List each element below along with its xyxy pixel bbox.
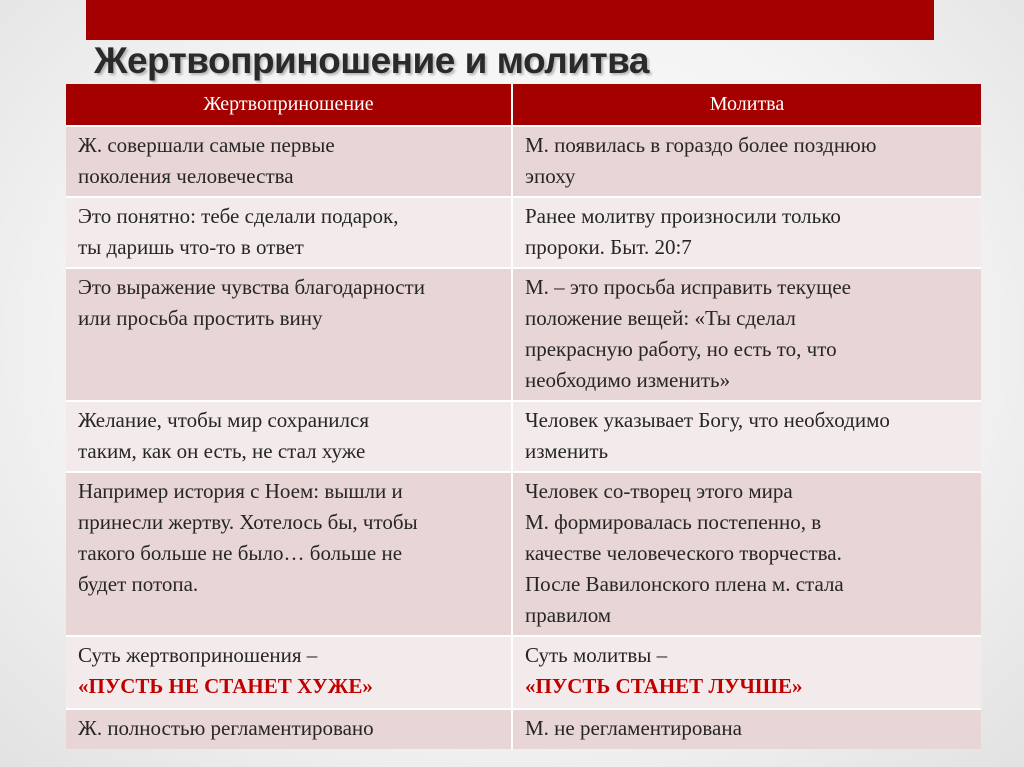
cell-line: или просьба простить вину [78, 306, 323, 330]
cell-prayer [512, 126, 981, 197]
cell-line: М. формировалась постепенно, в [525, 510, 822, 534]
cell-line: Это понятно: тебе сделали подарок, [78, 204, 399, 228]
cell-line: изменить [525, 439, 609, 463]
cell-line: Это выражение чувства благодарности [78, 275, 425, 299]
cell-sacrifice [66, 268, 512, 401]
cell-line: эпоху [525, 164, 576, 188]
cell-line: необходимо изменить» [525, 368, 731, 392]
cell-sacrifice [66, 126, 512, 197]
cell-line: М. – это просьба исправить текущее [525, 275, 851, 299]
cell-line: пророки. Быт. 20:7 [525, 235, 692, 259]
header-sacrifice: Жертвоприношение [66, 84, 512, 126]
cell-line: поколения человечества [78, 164, 294, 188]
cell-line: правилом [525, 603, 612, 627]
top-accent-bar [86, 0, 934, 40]
cell-prayer [512, 636, 981, 709]
table-row [66, 401, 981, 472]
prayer-motto: «ПУСТЬ СТАНЕТ ЛУЧШЕ» [525, 674, 803, 698]
cell-line: Человек указывает Богу, что необходимо [525, 408, 890, 432]
cell-line: М. не регламентирована [525, 716, 742, 740]
table-row [66, 472, 981, 636]
cell-line: Человек со-творец этого мира [525, 479, 793, 503]
table-row [66, 197, 981, 268]
cell-sacrifice [66, 472, 512, 636]
cell-line: Ранее молитву произносили только [525, 204, 841, 228]
cell-line: Ж. полностью регламентировано [78, 716, 374, 740]
cell-line: прекрасную работу, но есть то, что [525, 337, 837, 361]
slide-title: Жертвоприношение и молитва [94, 40, 649, 81]
cell-line: будет потопа. [78, 572, 199, 596]
header-prayer: Молитва [512, 84, 981, 126]
cell-line: Суть жертвоприношения – [78, 643, 318, 667]
cell-sacrifice [66, 709, 512, 749]
cell-line: Суть молитвы – [525, 643, 668, 667]
cell-sacrifice [66, 197, 512, 268]
comparison-table [66, 84, 981, 749]
cell-line: После Вавилонского плена м. стала [525, 572, 844, 596]
cell-line: Например история с Ноем: вышли и [78, 479, 403, 503]
cell-prayer [512, 197, 981, 268]
table-row [66, 709, 981, 749]
cell-line: качестве человеческого творчества. [525, 541, 842, 565]
cell-prayer [512, 401, 981, 472]
table-row [66, 126, 981, 197]
cell-sacrifice [66, 401, 512, 472]
cell-line: такого больше не было… больше не [78, 541, 403, 565]
cell-line: Желание, чтобы мир сохранился [78, 408, 370, 432]
table-row [66, 636, 981, 709]
table-row [66, 268, 981, 401]
sacrifice-motto: «ПУСТЬ НЕ СТАНЕТ ХУЖЕ» [78, 674, 373, 698]
cell-line: М. появилась в гораздо более позднюю [525, 133, 877, 157]
cell-line: Ж. совершали самые первые [78, 133, 335, 157]
cell-line: принесли жертву. Хотелось бы, чтобы [78, 510, 418, 534]
table-header-row [66, 84, 981, 126]
cell-line: ты даришь что-то в ответ [78, 235, 304, 259]
cell-line: таким, как он есть, не стал хуже [78, 439, 366, 463]
cell-sacrifice [66, 636, 512, 709]
cell-prayer [512, 268, 981, 401]
cell-prayer [512, 709, 981, 749]
cell-prayer [512, 472, 981, 636]
cell-line: положение вещей: «Ты сделал [525, 306, 796, 330]
